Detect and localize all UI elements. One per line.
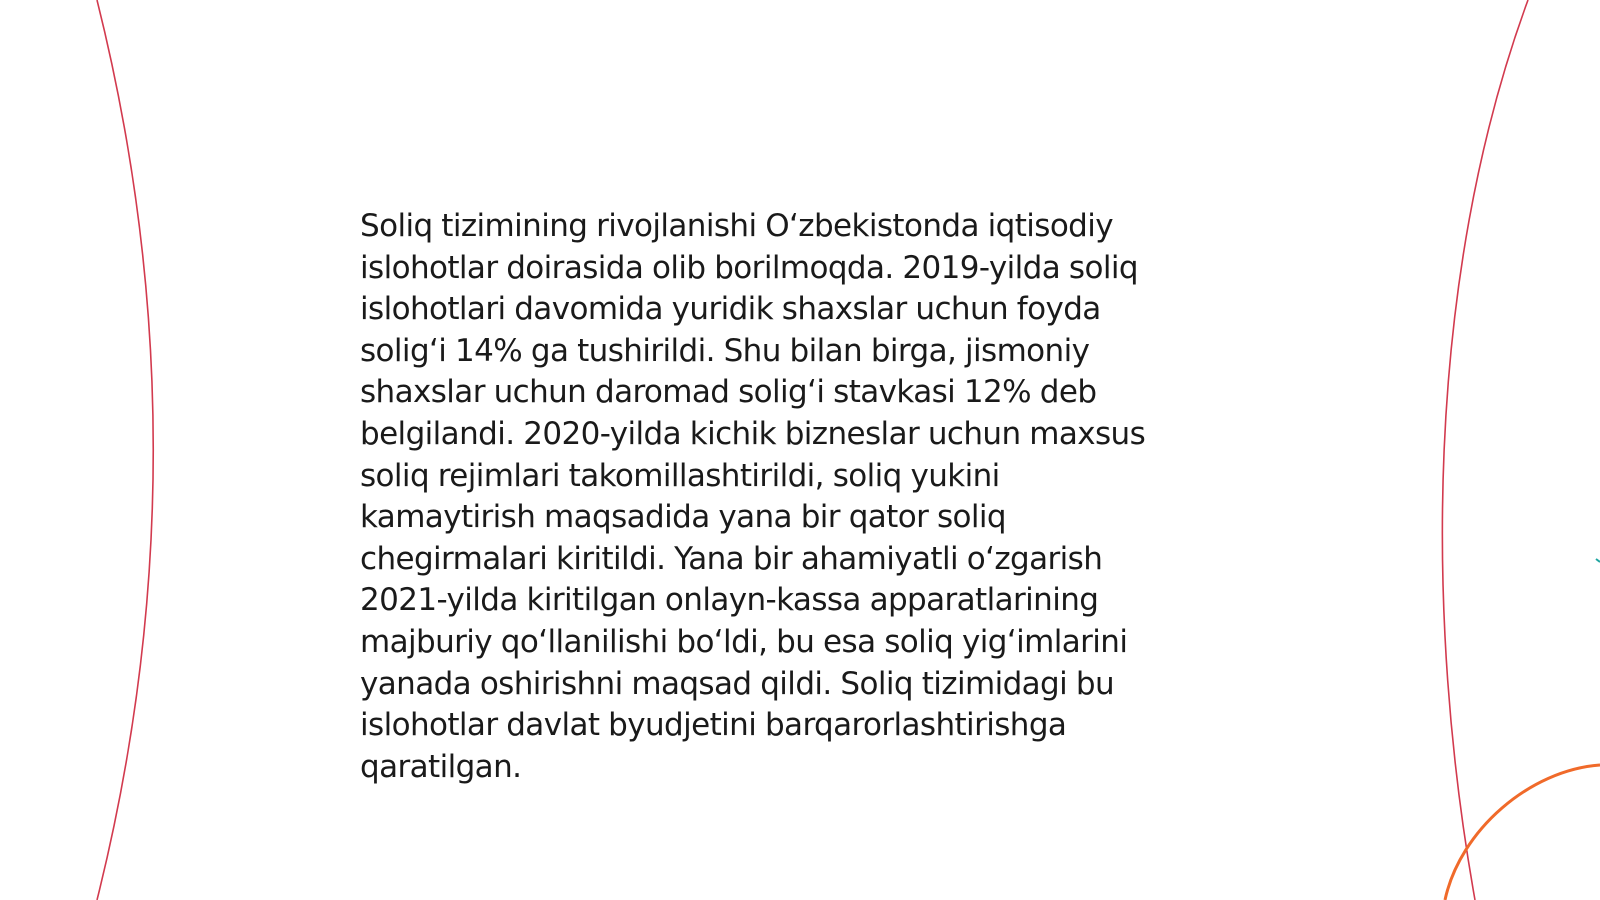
body-paragraph — [360, 206, 1240, 788]
paragraph-line: yanada oshirishni maqsad qildi. Soliq tizimidagi bu — [360, 665, 1115, 702]
paragraph-line: chegirmalari kiritildi. Yana bir ahamiyatli o‘zgarish — [360, 540, 1103, 577]
paragraph-line: islohotlar doirasida olib borilmoqda. 2019-yilda soliq — [360, 249, 1138, 286]
left-decorative-curve — [97, 0, 153, 900]
paragraph-line: solig‘i 14% ga tushirildi. Shu bilan birga, jismoniy — [360, 332, 1090, 369]
paragraph-line: kamaytirish maqsadida yana bir qator soliq — [360, 499, 1007, 536]
paragraph-line: majburiy qo‘llanilishi bo‘ldi, bu esa soliq yig‘imlarini — [360, 623, 1128, 660]
paragraph-line: shaxslar uchun daromad solig‘i stavkasi 12% deb — [360, 374, 1097, 411]
right-decorative-curve — [1442, 0, 1528, 900]
teal-decorative-mark — [1596, 559, 1600, 562]
orange-decorative-arc — [1445, 765, 1600, 900]
paragraph-line: belgilandi. 2020-yilda kichik bizneslar uchun maxsus — [360, 415, 1146, 452]
paragraph-line: qaratilgan. — [360, 748, 522, 785]
paragraph-line: 2021-yilda kiritilgan onlayn-kassa apparatlarining — [360, 582, 1099, 619]
paragraph-line: Soliq tizimining rivojlanishi O‘zbekistonda iqtisodiy — [360, 208, 1114, 244]
paragraph-line: islohotlari davomida yuridik shaxslar uchun foyda — [360, 291, 1101, 328]
paragraph-line: soliq rejimlari takomillashtirildi, soliq yukini — [360, 457, 1000, 494]
paragraph-line: islohotlar davlat byudjetini barqarorlashtirishga — [360, 707, 1067, 744]
